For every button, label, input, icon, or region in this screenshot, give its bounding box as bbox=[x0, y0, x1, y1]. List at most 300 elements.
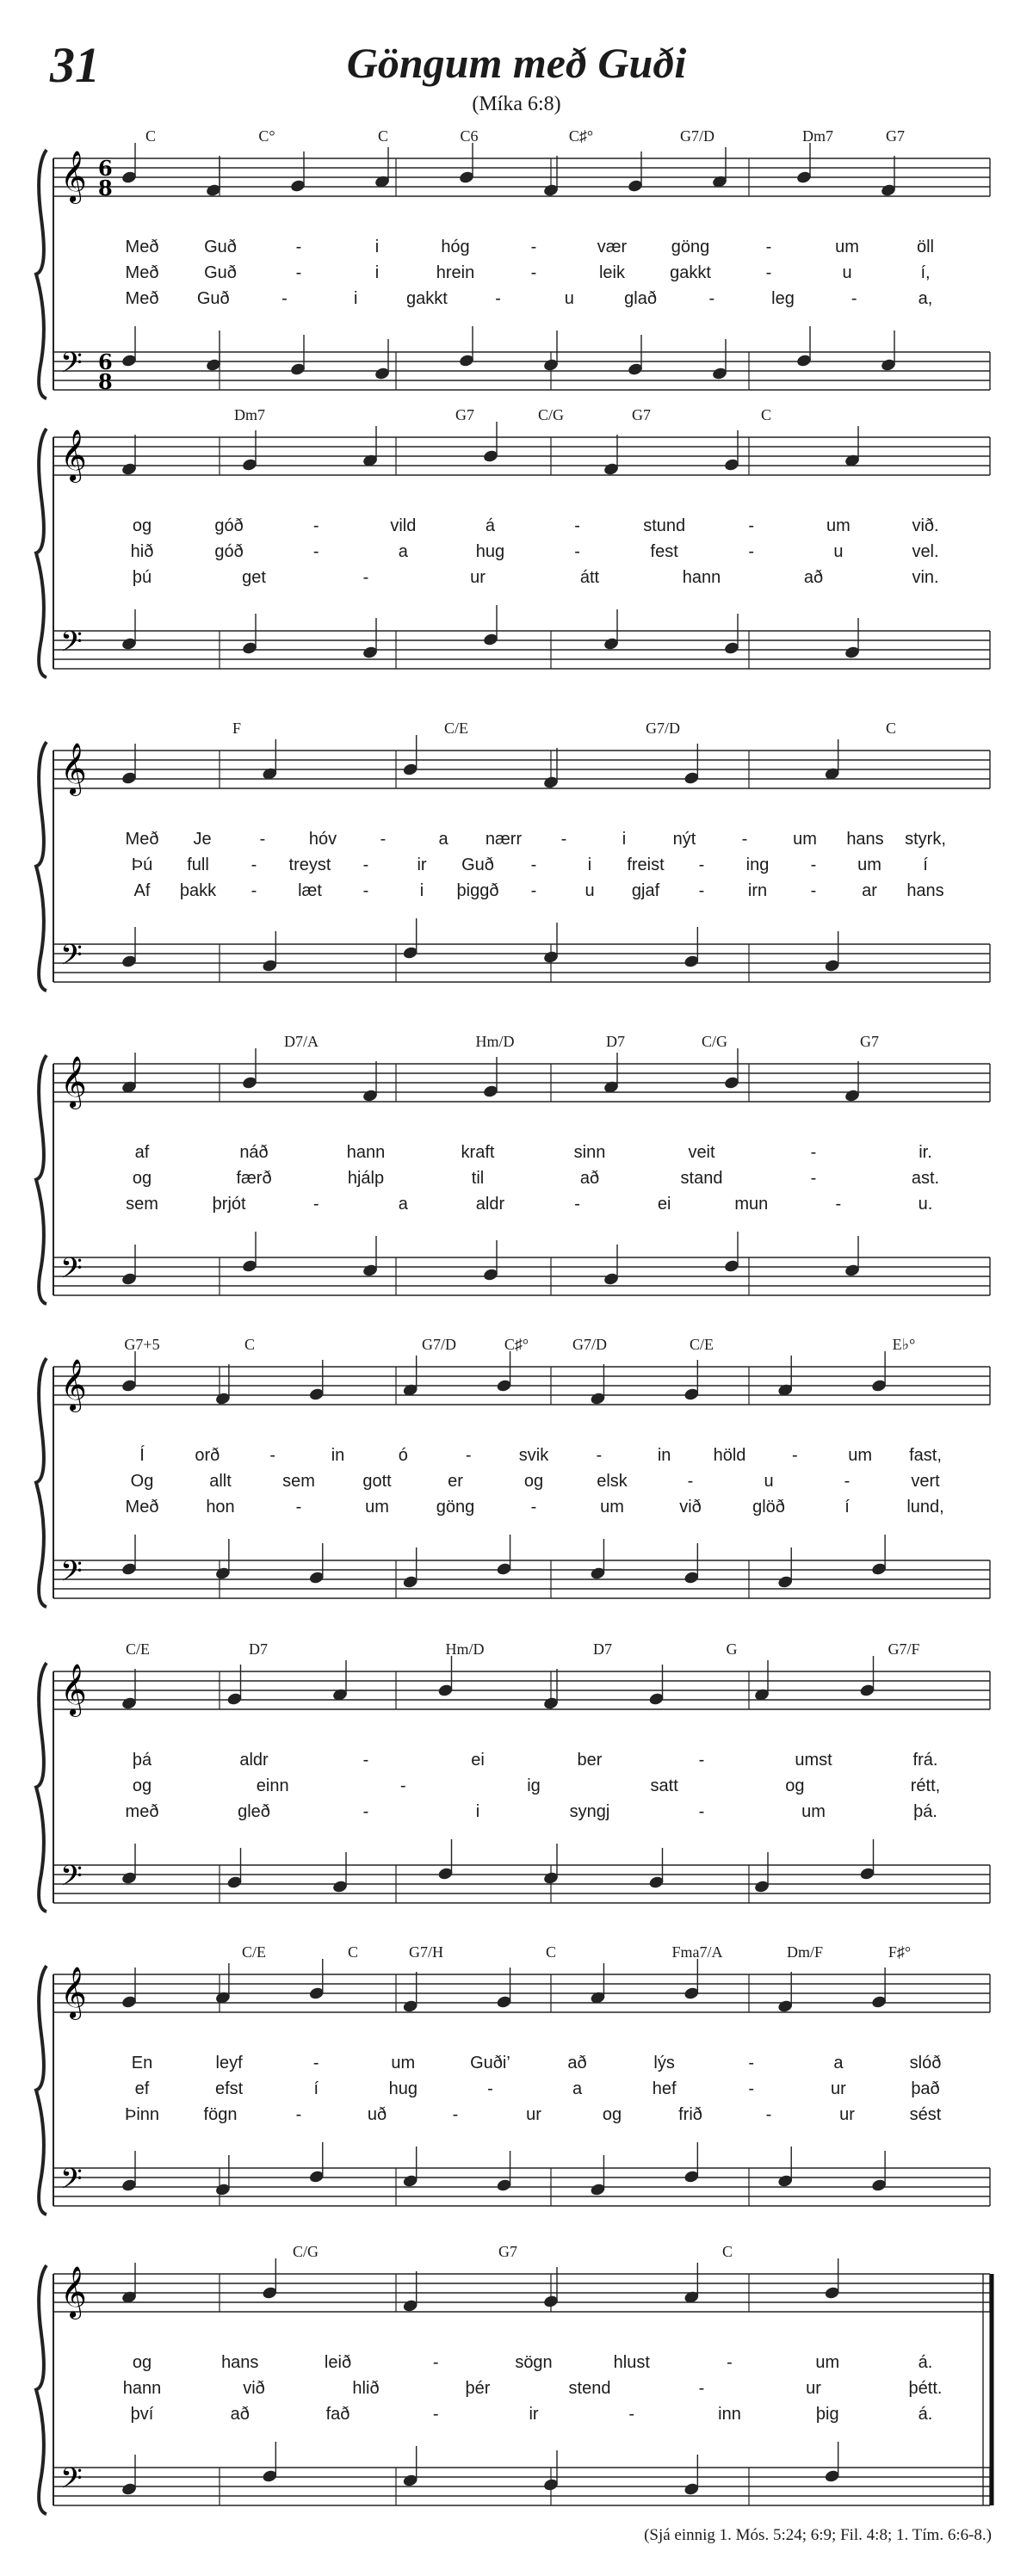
lyric-syllable: u bbox=[833, 542, 844, 561]
chord-symbol: G7/D bbox=[572, 1336, 607, 1353]
lyric-syllable: - bbox=[312, 516, 319, 535]
bass-clef-icon: 𝄢 bbox=[60, 2163, 83, 2202]
bass-clef-icon: 𝄢 bbox=[60, 1555, 83, 1595]
lyric-syllable: i bbox=[587, 856, 592, 874]
lyric-syllable: uð bbox=[367, 2105, 387, 2124]
lyric-syllable: náð bbox=[239, 1143, 269, 1162]
lyric-syllable: gjaf bbox=[631, 881, 660, 900]
chord-symbol: C/E bbox=[689, 1336, 714, 1353]
lyric-syllable: u. bbox=[918, 1195, 933, 1214]
brace bbox=[36, 1663, 46, 1912]
lyric-syllable: a bbox=[438, 830, 448, 849]
lyric-syllable: - bbox=[791, 1446, 798, 1465]
chord-symbol: C♯° bbox=[568, 127, 594, 145]
scripture-reference: (Míka 6:8) bbox=[472, 93, 561, 115]
lyric-syllable: og bbox=[132, 2353, 152, 2372]
lyric-syllable: hug bbox=[388, 2079, 418, 2098]
brace bbox=[36, 2265, 46, 2514]
chord-symbol: C bbox=[347, 1943, 359, 1961]
time-signature: 8 bbox=[98, 369, 113, 394]
lyric-syllable: að bbox=[230, 2405, 250, 2424]
chord-symbol: Dm/F bbox=[786, 1943, 824, 1961]
lyric-syllable: - bbox=[687, 1472, 694, 1491]
lyric-syllable: á. bbox=[918, 2353, 933, 2372]
lyric-syllable: um bbox=[835, 238, 859, 256]
lyric-syllable: leið bbox=[324, 2353, 352, 2372]
lyric-syllable: í bbox=[923, 856, 928, 874]
lyric-syllable: - bbox=[362, 881, 369, 900]
lyric-syllable: u bbox=[564, 289, 574, 308]
lyric-syllable: að bbox=[803, 568, 824, 587]
lyric-syllable: - bbox=[698, 856, 705, 874]
brace bbox=[36, 1358, 46, 1607]
lyric-syllable: því bbox=[130, 2405, 154, 2424]
lyric-syllable: Í bbox=[139, 1446, 145, 1465]
chord-symbol: G7+5 bbox=[124, 1336, 160, 1353]
chord-symbol: G7/F bbox=[888, 1640, 920, 1658]
lyric-syllable: þá bbox=[132, 1751, 152, 1770]
lyric-syllable: ing bbox=[745, 856, 770, 874]
lyric-syllable: aldr bbox=[475, 1195, 505, 1214]
time-signature: 8 bbox=[98, 176, 113, 201]
lyric-syllable: - bbox=[380, 830, 387, 849]
lyric-syllable: glöð bbox=[752, 1498, 785, 1517]
treble-clef-icon: 𝄞 bbox=[60, 1664, 87, 1715]
lyric-syllable: Þú bbox=[131, 856, 153, 874]
lyric-syllable: göng bbox=[671, 238, 710, 256]
lyric-syllable: átt bbox=[579, 568, 600, 587]
lyric-syllable: styrk, bbox=[905, 830, 946, 849]
lyric-syllable: - bbox=[765, 238, 772, 256]
lyric-syllable: - bbox=[574, 1195, 580, 1214]
chord-symbol: E♭° bbox=[892, 1336, 916, 1353]
lyric-syllable: glað bbox=[624, 289, 657, 308]
lyric-syllable: lund, bbox=[906, 1498, 944, 1517]
lyric-syllable: fað bbox=[325, 2405, 350, 2424]
chord-symbol: C/G bbox=[537, 406, 565, 423]
lyric-syllable: - bbox=[765, 263, 772, 282]
lyric-syllable: - bbox=[698, 1751, 705, 1770]
lyric-syllable: Með bbox=[125, 289, 159, 308]
hymn-title: Göngum með Guði bbox=[346, 39, 687, 87]
chord-symbol: D7/A bbox=[284, 1033, 319, 1050]
brace bbox=[36, 742, 46, 991]
lyric-syllable: - bbox=[574, 542, 580, 561]
lyric-syllable: á. bbox=[918, 2405, 933, 2424]
lyric-syllable: svik bbox=[518, 1446, 549, 1465]
lyric-syllable: orð bbox=[195, 1446, 220, 1465]
lyric-syllable: göng bbox=[436, 1498, 475, 1517]
lyric-syllable: gott bbox=[362, 1472, 392, 1491]
lyric-syllable: Og bbox=[130, 1472, 154, 1491]
chord-symbol: C° bbox=[258, 127, 275, 145]
lyric-syllable: þú bbox=[132, 568, 152, 587]
chord-symbol: Hm/D bbox=[475, 1033, 515, 1050]
lyric-syllable: sem bbox=[126, 1195, 158, 1214]
lyric-syllable: a bbox=[398, 542, 408, 561]
lyric-syllable: - bbox=[844, 1472, 851, 1491]
lyric-syllable: - bbox=[530, 263, 537, 282]
lyric-syllable: hið bbox=[130, 542, 154, 561]
lyric-syllable: við bbox=[679, 1498, 702, 1517]
lyric-syllable: og bbox=[132, 1169, 152, 1188]
chord-symbol: C bbox=[721, 2243, 733, 2260]
lyric-syllable: satt bbox=[650, 1776, 678, 1795]
lyric-syllable: - bbox=[495, 289, 501, 308]
lyric-syllable: ur bbox=[526, 2105, 541, 2124]
lyric-syllable: - bbox=[810, 1169, 817, 1188]
lyric-syllable: þakk bbox=[179, 881, 217, 900]
lyric-syllable: Guð bbox=[461, 856, 494, 874]
lyric-syllable: hans bbox=[221, 2353, 259, 2372]
lyric-syllable: um bbox=[391, 2054, 416, 2073]
lyric-syllable: við. bbox=[912, 516, 939, 535]
lyric-syllable: um bbox=[815, 2353, 840, 2372]
lyric-syllable: gakkt bbox=[670, 263, 711, 282]
chord-symbol: C/E bbox=[125, 1640, 151, 1658]
lyric-syllable: - bbox=[727, 2353, 733, 2372]
chord-symbol: G7 bbox=[886, 127, 905, 145]
lyric-syllable: Þinn bbox=[124, 2105, 160, 2124]
lyric-syllable: - bbox=[810, 856, 817, 874]
lyric-syllable: Je bbox=[193, 830, 212, 849]
lyric-syllable: vin. bbox=[912, 568, 939, 587]
lyric-syllable: - bbox=[748, 516, 755, 535]
system-3 bbox=[36, 735, 990, 991]
lyric-syllable: leyf bbox=[215, 2054, 243, 2073]
time-signature: 6 bbox=[98, 349, 113, 374]
lyric-syllable: - bbox=[295, 238, 302, 256]
lyric-syllable: rétt, bbox=[910, 1776, 941, 1795]
lyric-syllable: - bbox=[765, 2105, 772, 2124]
lyric-syllable: a, bbox=[918, 289, 933, 308]
chord-symbol: D7 bbox=[606, 1033, 625, 1050]
lyric-syllable: í bbox=[844, 1498, 850, 1517]
lyric-syllable: læt bbox=[298, 881, 322, 900]
chord-symbol: Hm/D bbox=[445, 1640, 485, 1658]
lyric-syllable: - bbox=[465, 1446, 472, 1465]
system-4 bbox=[36, 1048, 990, 1304]
chord-symbol: C/G bbox=[292, 2243, 319, 2260]
lyric-syllable: - bbox=[628, 2405, 635, 2424]
lyric-syllable: ur bbox=[806, 2379, 821, 2398]
lyric-syllable: ei bbox=[657, 1195, 671, 1214]
lyric-syllable: ó bbox=[398, 1446, 408, 1465]
lyric-syllable: Með bbox=[125, 238, 159, 256]
lyric-syllable: þér bbox=[465, 2379, 491, 2398]
lyric-syllable: - bbox=[399, 1776, 406, 1795]
lyric-syllable: - bbox=[362, 1751, 369, 1770]
lyric-syllable: þiggð bbox=[456, 881, 499, 900]
lyric-syllable: - bbox=[251, 881, 257, 900]
chord-symbol: C bbox=[885, 720, 897, 737]
lyric-syllable: efst bbox=[214, 2079, 244, 2098]
lyric-syllable: um bbox=[801, 1802, 826, 1821]
chord-symbol: C bbox=[244, 1336, 256, 1353]
lyric-syllable: og bbox=[523, 1472, 544, 1491]
lyric-syllable: - bbox=[269, 1446, 275, 1465]
lyric-syllable: - bbox=[851, 289, 857, 308]
lyric-syllable: i bbox=[374, 263, 380, 282]
lyric-syllable: in bbox=[331, 1446, 345, 1465]
lyric-syllable: stend bbox=[568, 2379, 611, 2398]
lyric-syllable: Guð bbox=[204, 263, 237, 282]
lyric-syllable: Með bbox=[125, 830, 159, 849]
lyric-syllable: - bbox=[748, 542, 755, 561]
footnote: (Sjá einnig 1. Mós. 5:24; 6:9; Fil. 4:8; 1. Tím. 6:6-8.) bbox=[644, 2526, 992, 2544]
chord-symbol: F♯° bbox=[888, 1943, 912, 1961]
bass-clef-icon: 𝄢 bbox=[60, 626, 83, 665]
lyric-syllable: syngj bbox=[569, 1802, 610, 1821]
lyric-syllable: Af bbox=[133, 881, 151, 900]
lyric-syllable: og bbox=[132, 516, 152, 535]
lyric-syllable: hef bbox=[652, 2079, 677, 2098]
lyric-syllable: sinn bbox=[573, 1143, 606, 1162]
lyric-syllable: fest bbox=[650, 542, 678, 561]
treble-clef-icon: 𝄞 bbox=[60, 2266, 87, 2318]
system-2 bbox=[36, 422, 990, 677]
lyric-syllable: ber bbox=[577, 1751, 603, 1770]
lyric-syllable: - bbox=[251, 856, 257, 874]
lyric-syllable: og bbox=[132, 1776, 152, 1795]
lyric-syllable: aldr bbox=[239, 1751, 269, 1770]
lyric-syllable: vær bbox=[597, 238, 628, 256]
lyric-syllable: - bbox=[362, 568, 369, 587]
lyric-syllable: færð bbox=[236, 1169, 272, 1188]
lyric-syllable: nærr bbox=[485, 830, 523, 849]
chord-symbol: G7 bbox=[455, 406, 474, 423]
lyric-syllable: góð bbox=[214, 516, 244, 535]
lyric-syllable: í bbox=[313, 2079, 319, 2098]
chord-symbol: C6 bbox=[460, 127, 479, 145]
lyric-syllable: elsk bbox=[597, 1472, 628, 1491]
bass-clef-icon: 𝄢 bbox=[60, 1252, 83, 1292]
brace bbox=[36, 1966, 46, 2215]
lyric-syllable: ur bbox=[839, 2105, 855, 2124]
lyric-syllable: á bbox=[485, 516, 495, 535]
brace bbox=[36, 150, 46, 398]
chord-symbol: D7 bbox=[249, 1640, 268, 1658]
lyric-syllable: - bbox=[295, 1498, 302, 1517]
lyric-syllable: hrein bbox=[436, 263, 475, 282]
lyric-syllable: - bbox=[530, 856, 537, 874]
lyric-syllable: frá. bbox=[912, 1751, 938, 1770]
lyric-syllable: - bbox=[698, 881, 705, 900]
lyric-syllable: - bbox=[362, 856, 369, 874]
lyric-syllable: umst bbox=[795, 1751, 832, 1770]
lyric-syllable: inn bbox=[718, 2405, 741, 2424]
lyric-syllable: a bbox=[398, 1195, 408, 1214]
lyric-syllable: - bbox=[748, 2054, 755, 2073]
lyric-syllable: höld bbox=[713, 1446, 746, 1465]
lyric-syllable: hug bbox=[475, 542, 505, 561]
lyric-syllable: sem bbox=[282, 1472, 315, 1491]
lyric-syllable: þétt. bbox=[908, 2379, 943, 2398]
system-7 bbox=[36, 1959, 990, 2215]
lyric-syllable: - bbox=[748, 2079, 755, 2098]
lyric-syllable: hans bbox=[846, 830, 884, 849]
treble-clef-icon: 𝄞 bbox=[60, 1056, 87, 1108]
lyric-syllable: fast, bbox=[909, 1446, 942, 1465]
bass-clef-icon: 𝄢 bbox=[60, 2462, 83, 2502]
lyric-syllable: þá. bbox=[913, 1802, 937, 1821]
treble-clef-icon: 𝄞 bbox=[60, 1967, 87, 2018]
lyric-syllable: ig bbox=[527, 1776, 541, 1795]
lyric-syllable: þig bbox=[815, 2405, 839, 2424]
lyric-syllable: einn bbox=[256, 1776, 289, 1795]
lyric-syllable: hlust bbox=[613, 2353, 650, 2372]
lyric-syllable: um bbox=[793, 830, 817, 849]
lyric-syllable: vert bbox=[911, 1472, 940, 1491]
lyric-syllable: öll bbox=[916, 238, 935, 256]
lyric-syllable: i bbox=[622, 830, 627, 849]
lyric-syllable: lýs bbox=[653, 2054, 675, 2073]
lyric-syllable: - bbox=[741, 830, 748, 849]
system-8 bbox=[36, 2258, 992, 2514]
lyric-syllable: stand bbox=[680, 1169, 723, 1188]
lyric-syllable: i bbox=[353, 289, 358, 308]
lyric-syllable: hlið bbox=[352, 2379, 380, 2398]
lyric-syllable: ast. bbox=[911, 1169, 940, 1188]
brace bbox=[36, 1055, 46, 1304]
lyric-syllable: En bbox=[131, 2054, 153, 2073]
lyric-syllable: og bbox=[602, 2105, 622, 2124]
lyric-syllable: gakkt bbox=[406, 289, 448, 308]
lyric-syllable: - bbox=[432, 2353, 439, 2372]
lyric-syllable: - bbox=[487, 2079, 493, 2098]
lyric-syllable: og bbox=[785, 1776, 805, 1795]
lyric-syllable: freist bbox=[627, 856, 665, 874]
lyric-syllable: u bbox=[585, 881, 595, 900]
lyric-syllable: Guð bbox=[196, 289, 230, 308]
lyric-syllable: - bbox=[810, 1143, 817, 1162]
lyric-syllable: - bbox=[295, 2105, 302, 2124]
lyric-syllable: - bbox=[362, 1802, 369, 1821]
lyric-syllable: hann bbox=[682, 568, 721, 587]
lyric-syllable: - bbox=[312, 1195, 319, 1214]
lyric-syllable: leg bbox=[771, 289, 795, 308]
lyric-syllable: ar bbox=[862, 881, 877, 900]
lyric-syllable: frið bbox=[678, 2105, 702, 2124]
chord-symbol: C bbox=[760, 406, 772, 423]
lyric-syllable: mun bbox=[734, 1195, 769, 1214]
chord-symbol: G7 bbox=[498, 2243, 517, 2260]
lyric-syllable: - bbox=[574, 516, 580, 535]
lyric-syllable: - bbox=[259, 830, 266, 849]
lyric-syllable: um bbox=[600, 1498, 624, 1517]
lyric-syllable: - bbox=[560, 830, 567, 849]
treble-clef-icon: 𝄞 bbox=[60, 743, 87, 794]
chord-symbol: C/E bbox=[241, 1943, 267, 1961]
lyric-syllable: hóv bbox=[308, 830, 337, 849]
chord-symbol: C bbox=[377, 127, 389, 145]
lyric-syllable: Með bbox=[125, 263, 159, 282]
chord-symbol: C/G bbox=[701, 1033, 728, 1050]
lyric-syllable: um bbox=[857, 856, 881, 874]
lyric-syllable: hjálp bbox=[347, 1169, 385, 1188]
lyric-syllable: a bbox=[833, 2054, 844, 2073]
lyric-syllable: kraft bbox=[461, 1143, 495, 1162]
lyric-syllable: um bbox=[365, 1498, 389, 1517]
lyric-syllable: leik bbox=[598, 263, 626, 282]
system-6 bbox=[36, 1656, 990, 1912]
lyric-syllable: Guð bbox=[204, 238, 237, 256]
chord-symbol: G7 bbox=[632, 406, 651, 423]
lyric-syllable: hann bbox=[346, 1143, 386, 1162]
lyric-syllable: i bbox=[419, 881, 424, 900]
chord-symbol: C♯° bbox=[504, 1336, 529, 1353]
chord-symbol: C bbox=[145, 127, 157, 145]
lyric-syllable: a bbox=[572, 2079, 583, 2098]
lyric-syllable: - bbox=[312, 2054, 319, 2073]
lyric-syllable: - bbox=[295, 263, 302, 282]
lyric-syllable: ef bbox=[134, 2079, 150, 2098]
lyric-syllable: - bbox=[530, 881, 537, 900]
lyric-syllable: ur bbox=[830, 2079, 846, 2098]
lyric-syllable: fögn bbox=[203, 2105, 238, 2124]
lyric-syllable: - bbox=[312, 542, 319, 561]
treble-clef-icon: 𝄞 bbox=[60, 1359, 87, 1411]
chord-symbol: G7/D bbox=[646, 720, 680, 737]
chord-symbol: G7/D bbox=[680, 127, 714, 145]
chord-symbol: G bbox=[726, 1640, 738, 1658]
hymn-number: 31 bbox=[50, 37, 100, 93]
lyric-syllable: - bbox=[432, 2405, 439, 2424]
lyric-syllable: gleð bbox=[238, 1802, 270, 1821]
chord-symbol: C bbox=[545, 1943, 557, 1961]
chord-symbol: Dm7 bbox=[234, 406, 265, 423]
lyric-syllable: góð bbox=[214, 542, 244, 561]
lyric-syllable: sést bbox=[909, 2105, 942, 2124]
lyric-syllable: þrjót bbox=[212, 1195, 246, 1214]
lyric-syllable: hans bbox=[906, 881, 944, 900]
lyric-syllable: - bbox=[596, 1446, 603, 1465]
lyric-syllable: hon bbox=[206, 1498, 235, 1517]
lyric-syllable: - bbox=[698, 2379, 705, 2398]
lyric-syllable: full bbox=[187, 856, 209, 874]
lyric-syllable: ir bbox=[417, 856, 427, 874]
chord-symbol: D7 bbox=[593, 1640, 612, 1658]
lyric-syllable: - bbox=[452, 2105, 459, 2124]
lyric-syllable: in bbox=[657, 1446, 671, 1465]
bass-clef-icon: 𝄢 bbox=[60, 939, 83, 979]
lyric-syllable: - bbox=[810, 881, 817, 900]
lyric-syllable: er bbox=[448, 1472, 463, 1491]
lyric-syllable: Guði’ bbox=[470, 2054, 510, 2073]
bass-clef-icon: 𝄢 bbox=[60, 347, 83, 386]
lyric-syllable: um bbox=[826, 516, 851, 535]
lyric-syllable: get bbox=[242, 568, 266, 587]
lyric-syllable: að bbox=[579, 1169, 600, 1188]
lyric-syllable: sögn bbox=[515, 2353, 553, 2372]
lyric-syllable: slóð bbox=[909, 2054, 942, 2073]
lyric-syllable: - bbox=[530, 238, 537, 256]
chord-symbol: G7 bbox=[860, 1033, 879, 1050]
lyric-syllable: stund bbox=[643, 516, 686, 535]
lyric-syllable: ir. bbox=[919, 1143, 932, 1162]
lyric-syllable: irn bbox=[747, 881, 768, 900]
lyric-syllable: - bbox=[281, 289, 288, 308]
treble-clef-icon: 𝄞 bbox=[60, 151, 87, 202]
lyric-syllable: i bbox=[374, 238, 380, 256]
lyric-syllable: það bbox=[911, 2079, 940, 2098]
lyric-syllable: u bbox=[842, 263, 852, 282]
lyric-syllable: ei bbox=[471, 1751, 485, 1770]
time-signature: 6 bbox=[98, 156, 113, 181]
chord-symbol: G7/H bbox=[409, 1943, 443, 1961]
lyric-syllable: i bbox=[475, 1802, 480, 1821]
lyric-syllable: Með bbox=[125, 1498, 159, 1517]
